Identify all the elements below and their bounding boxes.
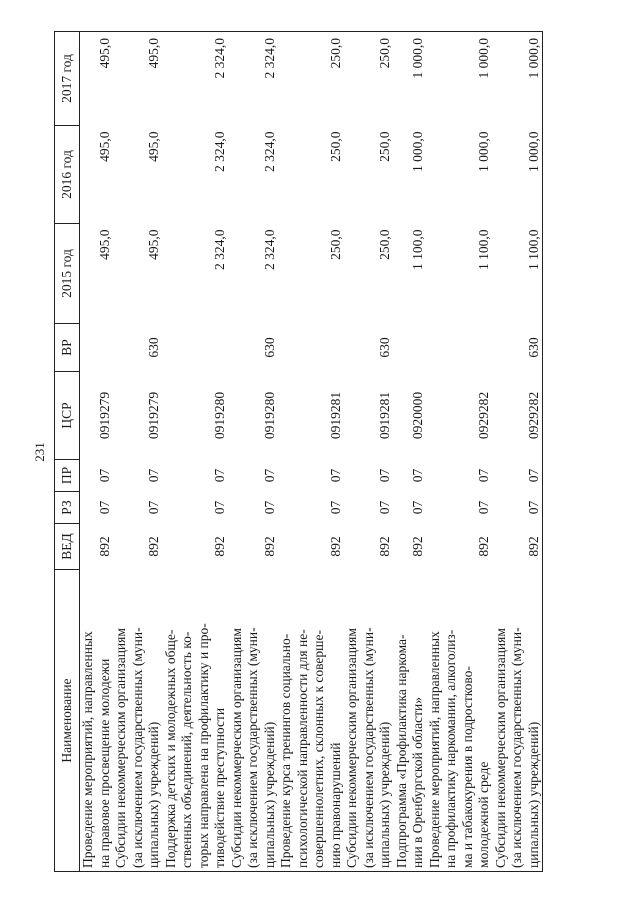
cell-pr: 07 — [261, 468, 277, 483]
cell-y2016: 2 324,0 — [212, 131, 227, 172]
header-csr: ЦСР — [55, 372, 80, 460]
budget-table — [54, 31, 543, 872]
page-number: 231 — [32, 442, 47, 462]
row-name-line: Подпрограмма «Профилактика наркома- — [393, 634, 409, 868]
cell-csr: 0929282 — [493, 372, 543, 460]
cell-ved: 892 — [327, 536, 343, 557]
cell-y2017: 250,0 — [344, 32, 394, 126]
cell-rz: 07 — [493, 492, 543, 524]
cell-rz: 07 — [96, 500, 112, 515]
cell-vr — [427, 324, 493, 372]
cell-csr: 0920000 — [410, 391, 425, 440]
table-row — [80, 32, 114, 872]
row-name-line: Субсидии некоммерческим организациям — [492, 628, 508, 868]
row-name-line: ципальных) учреждений) — [261, 721, 277, 868]
cell-pr: 07 — [96, 468, 112, 483]
cell-vr — [394, 324, 427, 372]
cell-vr: 630 — [377, 337, 392, 358]
header-pr: ПР — [55, 460, 80, 492]
table-row — [493, 32, 543, 872]
header-2016: 2016 год — [55, 126, 80, 224]
row-name-line: Субсидии некоммерческим организациям — [113, 628, 128, 868]
row-name-line: молодежной среде — [476, 761, 491, 868]
cell-pr: 07 — [377, 468, 392, 483]
cell-ved: 892 — [476, 536, 491, 557]
cell-rz: 07 — [146, 500, 161, 515]
cell-csr: 0919280 — [212, 391, 227, 440]
row-name — [229, 570, 279, 872]
row-name-line: (за исключением государственных (муни- — [245, 627, 260, 868]
cell-rz: 07 — [476, 500, 491, 515]
cell-pr: 07 — [493, 460, 543, 492]
cell-y2016: 495,0 — [96, 131, 112, 162]
cell-y2015: 1 100,0 — [410, 229, 425, 270]
row-name-line: тиводействие преступности — [212, 707, 227, 868]
row-name-line: ципальных) учреждений) — [525, 721, 541, 868]
cell-y2017: 495,0 — [80, 32, 114, 126]
cell-ved: 892 — [410, 536, 425, 557]
header-vr: ВР — [55, 324, 80, 372]
row-name — [394, 570, 427, 872]
row-name-line: на профилактику наркомании, алкоголиз- — [443, 629, 458, 868]
cell-y2016: 1 000,0 — [410, 131, 425, 172]
row-name — [163, 570, 229, 872]
row-name-line: Проведение мероприятий, направленных — [80, 631, 95, 868]
cell-y2015: 1 100,0 — [493, 224, 543, 324]
row-name-line: (за исключением государственных (муни- — [129, 627, 145, 868]
header-ved: ВЕД — [55, 524, 80, 570]
table-header-row — [55, 32, 80, 872]
cell-pr: 07 — [410, 468, 425, 483]
cell-ved: 892 — [96, 536, 112, 557]
cell-y2017: 2 324,0 — [229, 32, 279, 126]
row-name — [113, 570, 163, 872]
row-name-line: психологической направленности для не- — [294, 629, 310, 868]
row-name-line: нии в Оренбургской области» — [410, 697, 425, 868]
cell-vr — [80, 324, 114, 372]
cell-y2017: 2 324,0 — [163, 32, 229, 126]
row-name-line: торых направлена на профилактику и про- — [195, 623, 211, 868]
row-name — [344, 570, 394, 872]
cell-y2015: 495,0 — [146, 229, 161, 260]
cell-rz: 07 — [212, 500, 227, 515]
cell-y2015: 250,0 — [327, 229, 343, 260]
table-row — [163, 32, 229, 872]
cell-rz: 07 — [327, 500, 343, 515]
row-name — [427, 570, 493, 872]
cell-y2016: 495,0 — [146, 131, 161, 162]
cell-vr: 630 — [146, 337, 161, 358]
cell-csr: 0919281 — [327, 391, 343, 440]
cell-ved: 892 — [146, 536, 161, 557]
table-row — [394, 32, 427, 872]
rotated-page — [32, 32, 548, 872]
cell-y2016: 1 000,0 — [493, 126, 543, 224]
header-2015: 2015 год — [55, 224, 80, 324]
row-name-line: Проведение курса тренингов социально- — [278, 633, 293, 868]
cell-vr: 630 — [261, 337, 277, 358]
row-name-line: ципальных) учреждений) — [146, 721, 161, 868]
row-name-line: ственных объединений, деятельность ко- — [179, 631, 194, 868]
cell-rz: 07 — [261, 500, 277, 515]
cell-y2015: 2 324,0 — [261, 229, 277, 270]
row-name-line: совершеннолетних, склонных к соверше- — [311, 629, 326, 868]
cell-pr: 07 — [212, 468, 227, 483]
cell-csr: 0919279 — [96, 391, 112, 440]
cell-y2016: 2 324,0 — [261, 131, 277, 172]
row-name-line: Субсидии некоммерческим организациям — [228, 628, 244, 868]
cell-vr — [278, 324, 344, 372]
row-name-line: ципальных) учреждений) — [377, 721, 392, 868]
cell-y2017: 1 000,0 — [394, 32, 427, 126]
cell-csr: 0919281 — [377, 391, 392, 440]
cell-rz: 07 — [410, 500, 425, 515]
cell-y2015: 250,0 — [377, 229, 392, 260]
row-name-line: Поддержка детских и молодежных обще- — [162, 629, 178, 868]
cell-csr: 0919279 — [146, 391, 161, 440]
cell-csr: 0919280 — [261, 391, 277, 440]
table-row — [278, 32, 344, 872]
row-name — [493, 570, 543, 872]
row-name-line: Проведение мероприятий, направленных — [426, 631, 442, 868]
row-name-line: на правовое просвещение молодежи — [96, 658, 112, 868]
header-name: Наименование — [55, 570, 80, 872]
cell-pr: 07 — [476, 468, 491, 483]
cell-y2015: 1 100,0 — [476, 229, 491, 270]
header-2017: 2017 год — [55, 32, 80, 126]
table-row — [113, 32, 163, 872]
row-name — [80, 570, 114, 872]
cell-vr — [163, 324, 229, 372]
cell-rz: 07 — [377, 500, 392, 515]
row-name-line: Субсидии некоммерческим организациям — [344, 628, 359, 868]
table-row — [427, 32, 493, 872]
table-row — [344, 32, 394, 872]
cell-y2017: 250,0 — [278, 32, 344, 126]
table-row — [229, 32, 279, 872]
cell-pr: 07 — [146, 468, 161, 483]
header-rz: РЗ — [55, 492, 80, 524]
cell-ved: 892 — [377, 536, 392, 557]
cell-y2017: 1 000,0 — [427, 32, 493, 126]
table-body — [80, 32, 543, 872]
cell-y2015: 495,0 — [96, 229, 112, 260]
cell-y2016: 1 000,0 — [476, 131, 491, 172]
cell-y2017: 495,0 — [113, 32, 163, 126]
row-name-line: нию правонарушений — [327, 742, 343, 868]
cell-csr: 0929282 — [476, 391, 491, 440]
row-name — [278, 570, 344, 872]
cell-ved: 892 — [493, 524, 543, 570]
row-name-line: ма и табакокурения в подростково- — [459, 666, 475, 868]
cell-ved: 892 — [261, 536, 277, 557]
row-name-line: (за исключением государственных (муни- — [360, 627, 376, 868]
cell-y2016: 250,0 — [327, 131, 343, 162]
cell-pr: 07 — [327, 468, 343, 483]
cell-y2015: 2 324,0 — [212, 229, 227, 270]
cell-ved: 892 — [212, 536, 227, 557]
cell-y2017: 1 000,0 — [493, 32, 543, 126]
cell-vr: 630 — [493, 324, 543, 372]
cell-y2016: 250,0 — [377, 131, 392, 162]
row-name-line: (за исключением государственных (муни- — [509, 627, 524, 868]
